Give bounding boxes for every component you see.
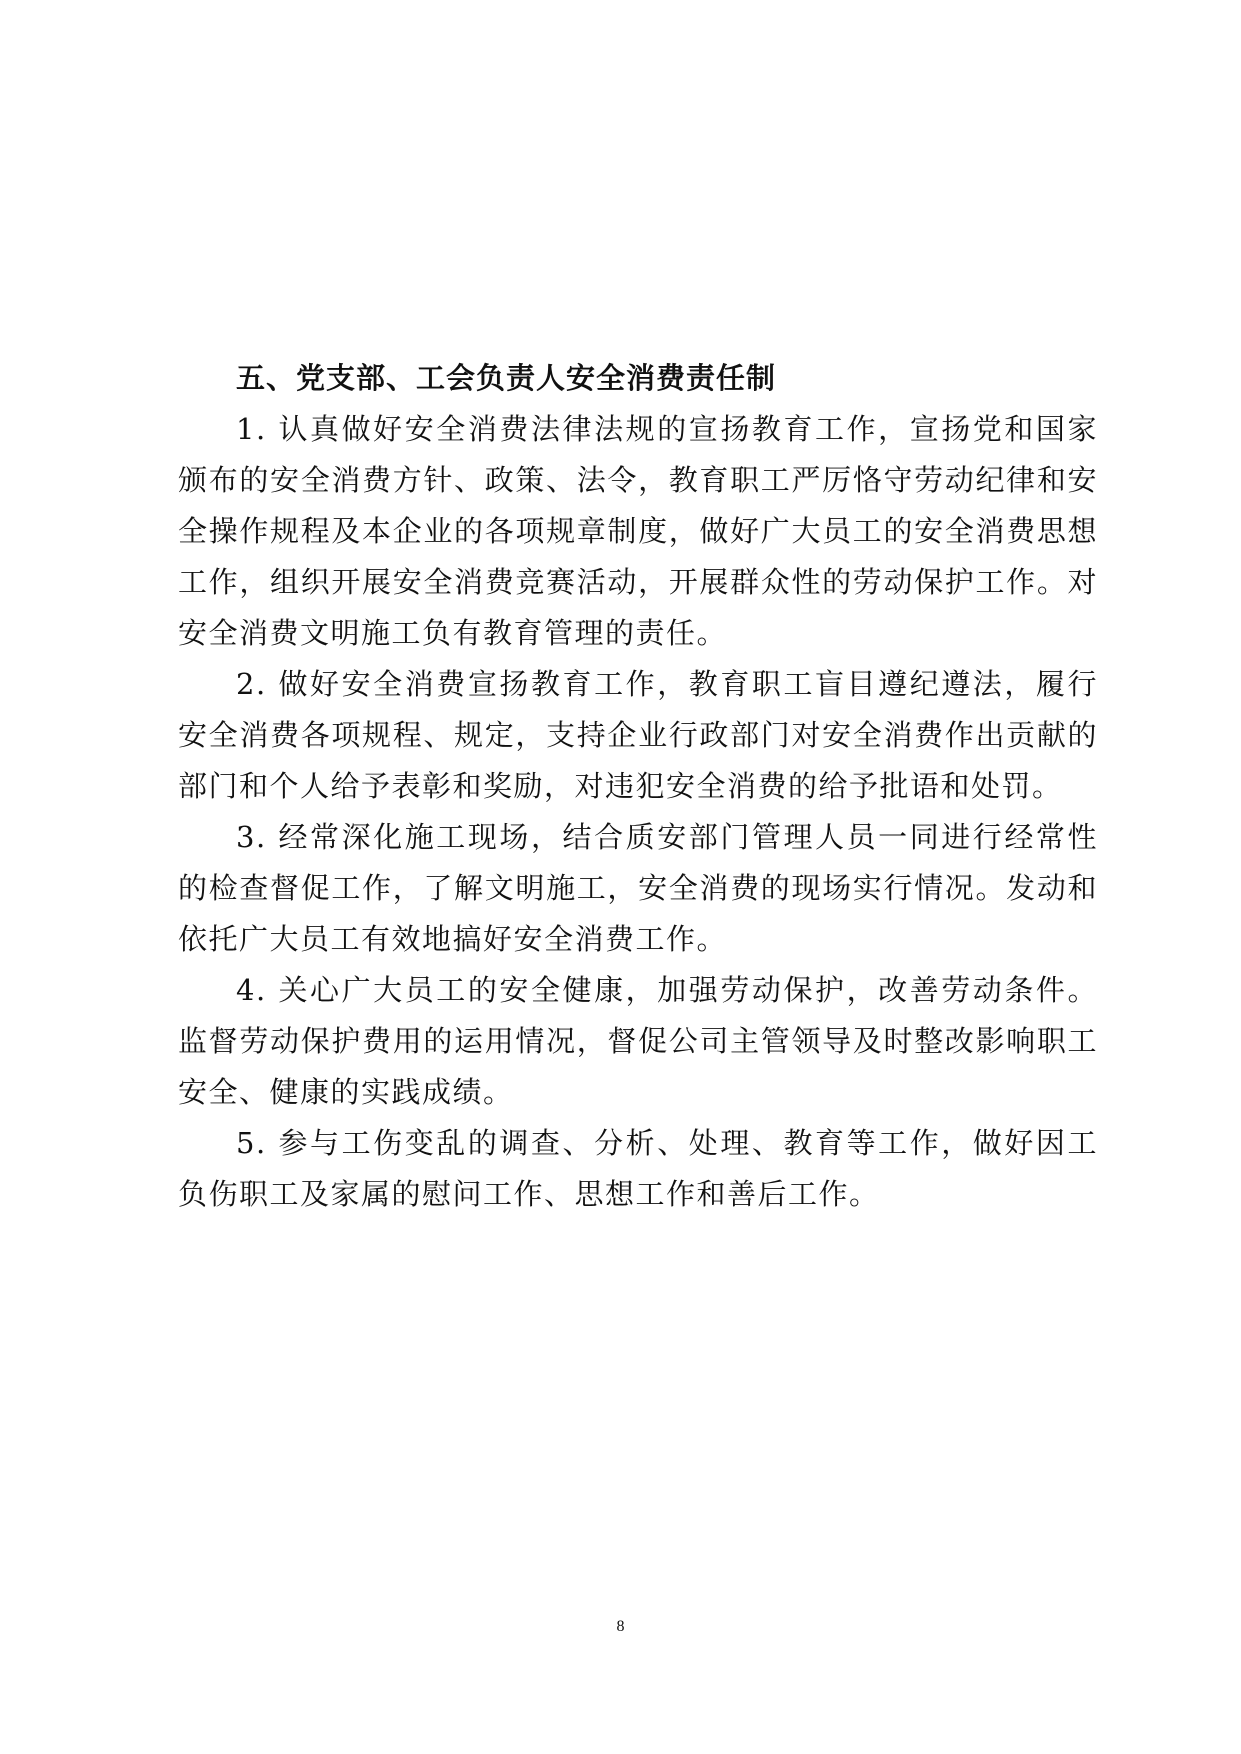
section-heading: 五、党支部、工会负责人安全消费责任制	[236, 361, 777, 395]
paragraph-3: 3. 经常深化施工现场，结合质安部门管理人员一同进行经常性的检查督促工作，了解文明施工，安全消费的现场实行情况。发动和依托广大员工有效地搞好安全消费工作。	[178, 820, 1098, 956]
paragraph-2: 2. 做好安全消费宣扬教育工作，教育职工盲目遵纪遵法，履行安全消费各项规程、规定，支持企业行政部门对安全消费作出贡献的部门和个人给予表彰和奖励，对违犯安全消费的给予批语和处罚。	[178, 667, 1098, 803]
paragraph-1: 1. 认真做好安全消费法律法规的宣扬教育工作，宣扬党和国家颁布的安全消费方针、政策、法令，教育职工严厉恪守劳动纪律和安全操作规程及本企业的各项规章制度，做好广大员工的安全消费思想工作，组织开展安全消费竞赛活动，开展群众性的劳动保护工作。对安全消费文明施工负有教育管理的责任。	[178, 412, 1098, 650]
paragraph-4: 4. 关心广大员工的安全健康，加强劳动保护，改善劳动条件。监督劳动保护费用的运用情况，督促公司主管领导及时整改影响职工安全、健康的实践成绩。	[178, 973, 1098, 1109]
document-body	[178, 352, 1098, 1220]
paragraph-5: 5. 参与工伤变乱的调查、分析、处理、教育等工作，做好因工负伤职工及家属的慰问工作、思想工作和善后工作。	[178, 1126, 1098, 1211]
page-number: 8	[616, 1618, 625, 1635]
